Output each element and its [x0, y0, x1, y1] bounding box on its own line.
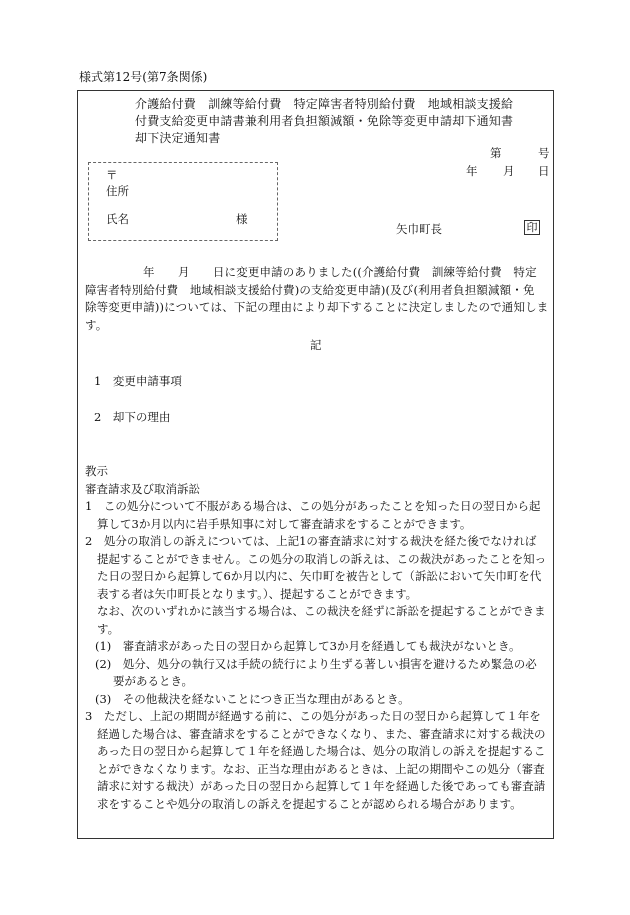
notice-subheading: 審査請求及び取消訴訟: [85, 481, 200, 496]
number-go: 号: [538, 146, 550, 160]
notice-p3-line2: 経過した場合は、審査請求をすることができなくなり、また、審査請求に対する裁決の: [97, 726, 546, 741]
notice-p3-line5: 請求に対する裁決）があった日の翌日から起算して１年を経過した後であっても審査請: [97, 779, 546, 793]
title-line-1: 介護給付費 訓練等給付費 特定障害者特別給付費 地域相談支援給: [135, 97, 514, 111]
honorific: 様: [236, 212, 248, 226]
body-line-2: 障害者特別給付費 地域相談支援給付費)の支給変更申請)(及び(利用者負担額減額・免: [85, 282, 535, 297]
body-line-3: 除等変更申請))については、下記の理由により却下することに決定しましたので通知しま: [85, 300, 549, 314]
notice-p2-line6: す。: [97, 621, 120, 636]
item-2: 2 却下の理由: [94, 410, 171, 424]
notice-p3-line6: 求をすることや処分の取消しの訴えを提起することが認められる場合があります。: [97, 796, 522, 811]
body-line-1: 年 月 日に変更申請のありました((介護給付費 訓練等給付費 特定: [143, 265, 537, 279]
item-1: 1 変更申請事項: [94, 374, 182, 388]
notice-p2-line1: 2 処分の取消しの訴えについては、上記1の審査請求に対する裁決を経た後でなければ: [85, 534, 537, 548]
notice-heading: 教示: [85, 464, 108, 478]
body-line-4: す。: [85, 317, 108, 332]
notice-case-1: (1) 審査請求があった日の翌日から起算して3か月を経過しても裁決がないとき。: [95, 639, 521, 653]
date-day: 日: [538, 164, 550, 178]
notice-case-2-line1: (2) 処分、処分の執行又は手続の続行により生ずる著しい損害を避けるため緊急の必: [95, 656, 537, 671]
notice-section: [85, 463, 546, 813]
body-paragraph: [85, 264, 547, 334]
notice-p3-line4: とができなくなります。なお、正当な理由があるときは、上記の期間やこの処分（審査: [97, 761, 545, 776]
ki-heading: 記: [310, 338, 322, 352]
notice-p2-line2: 提起することができません。この処分の取消しの訴えは、この裁決があったことを知っ: [97, 551, 547, 566]
issuer-name: 矢巾町長: [396, 222, 442, 236]
date-month: 月: [503, 164, 515, 178]
name-label: 氏名: [106, 212, 129, 226]
notice-case-3: (3) その他裁決を経ないことにつき正当な理由があるとき。: [95, 691, 410, 706]
title-line-3: 却下決定通知書: [135, 131, 221, 145]
postal-mark: 〒: [106, 168, 118, 182]
form-number: 様式第12号(第7条関係): [79, 70, 208, 84]
notice-p1-line2: 算して3か月以内に岩手県知事に対して審査請求をすることができます。: [97, 516, 472, 531]
notice-p2-line3: た日の翌日から起算して6か月以内に、矢巾町を被告として（訴訟において矢巾町を代: [97, 569, 542, 583]
title-line-2: 付費支給変更申請書兼利用者負担額減額・免除等変更申請却下通知書: [135, 114, 514, 128]
notice-p3-line3: あった日の翌日から起算して１年を経過した場合は、処分の取消しの訴えを提起するこ: [97, 744, 546, 758]
number-dai: 第: [490, 146, 502, 160]
notice-p1-line1: 1 この処分について不服がある場合は、この処分があったことを知った日の翌日から起: [85, 499, 541, 513]
notice-p3-line1: 3 ただし、上記の期間が経過する前に、この処分があった日の翌日から起算して１年を: [85, 709, 541, 723]
address-label: 住所: [106, 184, 129, 198]
seal-mark: 印: [524, 220, 540, 235]
date-year: 年: [466, 164, 478, 178]
notice-case-2-line2: 要があるとき。: [113, 674, 194, 688]
notice-p2-line5: なお、次のいずれかに該当する場合は、この裁決を経ずに訴訟を提起することができま: [97, 604, 546, 618]
notice-p2-line4: 表する者は矢巾町長となります。）、提起することができます。: [97, 586, 418, 601]
